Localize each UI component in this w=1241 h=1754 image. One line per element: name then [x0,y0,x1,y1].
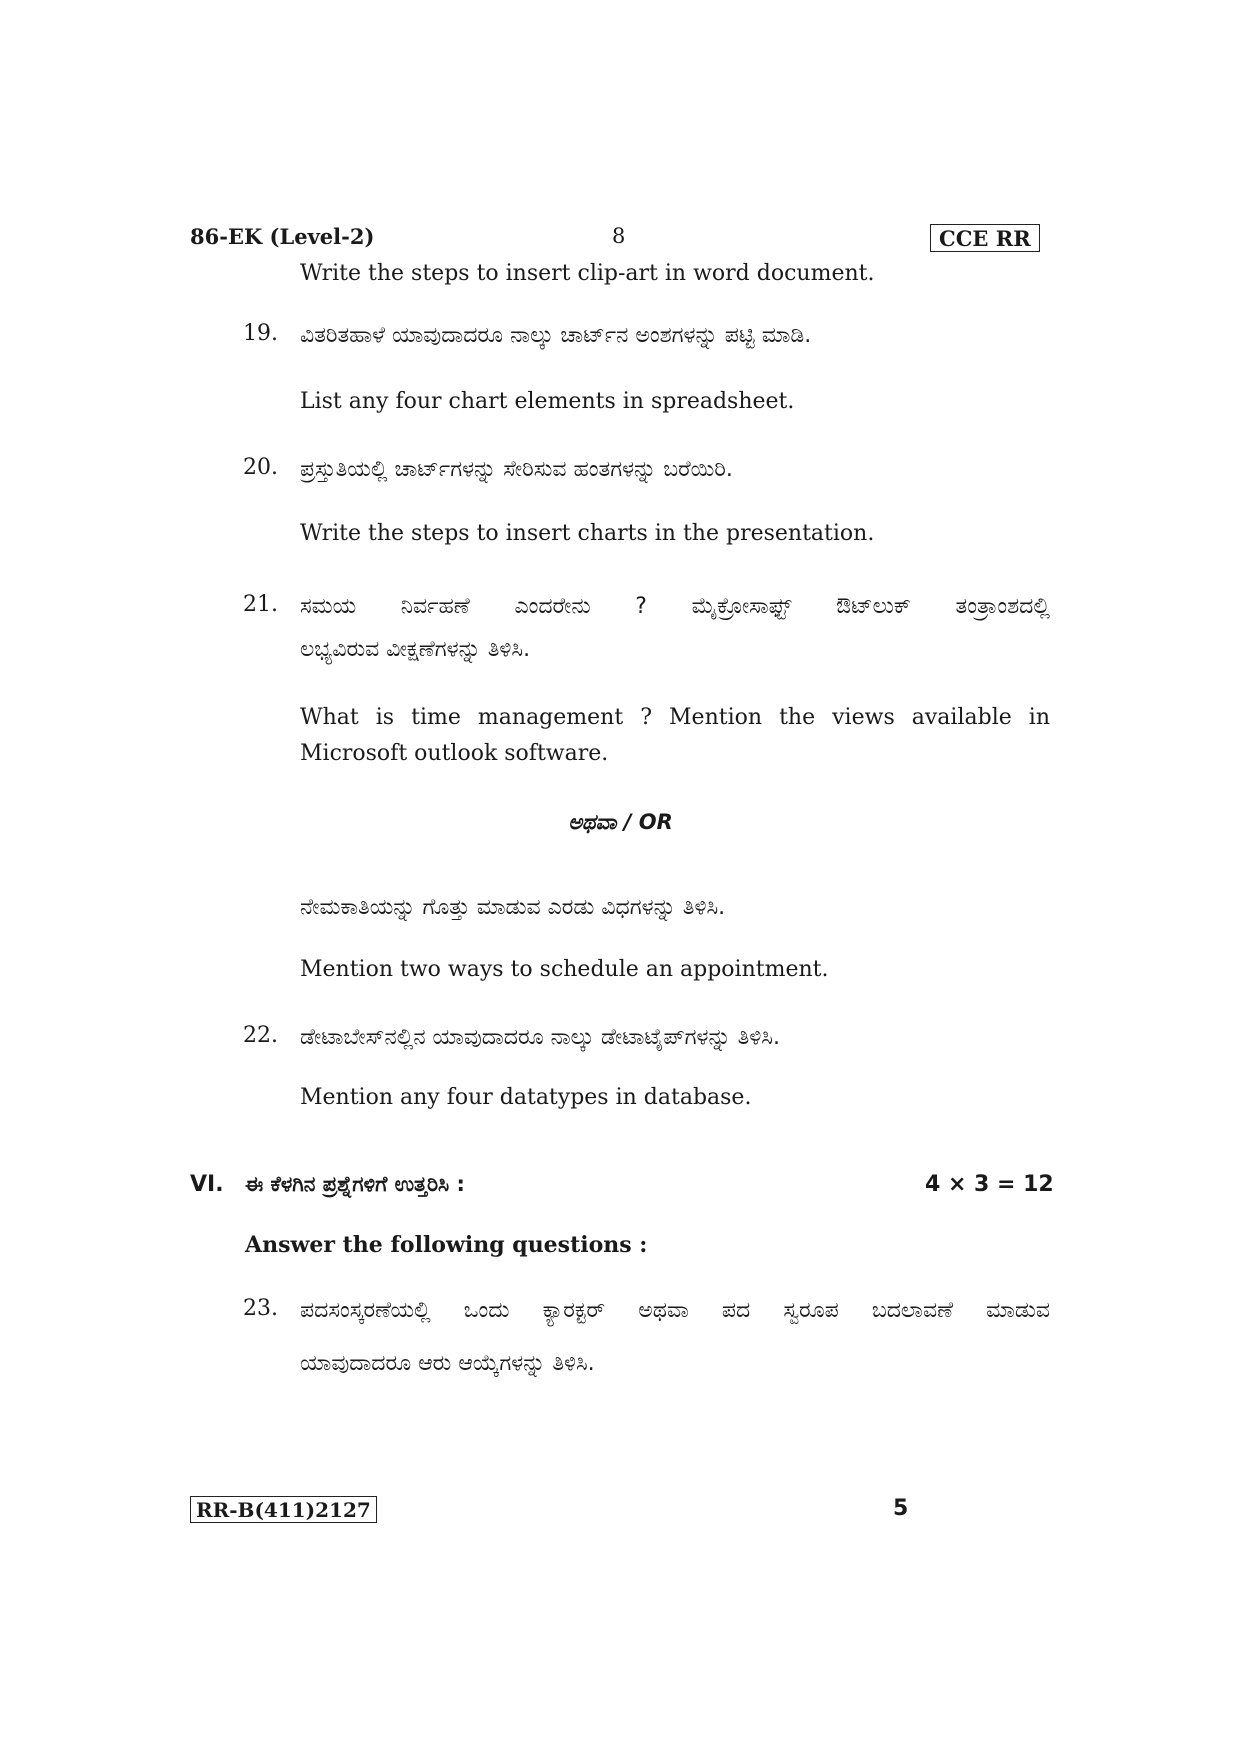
page-number: 8 [612,224,626,248]
or-separator: ಅಥವಾ / OR [568,810,673,834]
question-english-line2: Microsoft outlook software. [300,741,609,766]
section-marks: 4 × 3 = 12 [925,1172,1054,1197]
question-kannada-line1: ಪದಸಂಸ್ಕರಣೆಯಲ್ಲಿ ಒಂದು ಕ್ಯಾರಕ್ಟರ್ ಅಥವಾ ಪದ ಸ್ವರೂಪ ಬದಲಾವಣೆ ಮಾಡುವ [300,1298,1050,1323]
question-kannada-line2: ಯಾವುದಾದರೂ ಆರು ಆಯ್ಕೆಗಳನ್ನು ತಿಳಿಸಿ. [300,1351,595,1376]
question-english: List any four chart elements in spreadsheet. [300,389,795,414]
carry-over-text: Write the steps to insert clip-art in word document. [300,261,875,286]
footer-page-number: 5 [893,1496,909,1521]
question-number: 21. [243,592,278,617]
section-number: VI. [190,1172,224,1197]
question-kannada: ಡೇಟಾಬೇಸ್‌ನಲ್ಲಿನ ಯಾವುದಾದರೂ ನಾಲ್ಕು ಡೇಟಾಟೈಪ್‌ಗಳನ್ನು ತಿಳಿಸಿ. [300,1025,780,1050]
question-kannada: ವಿತರಿತಹಾಳೆ ಯಾವುದಾದರೂ ನಾಲ್ಕು ಚಾರ್ಟ್‌ನ ಅಂಶಗಳನ್ನು ಪಟ್ಟಿ ಮಾಡಿ. [300,323,812,348]
question-english-line1: What is time management ? Mention the views available in [300,705,1050,730]
paper-code: 86-EK (Level-2) [190,224,375,249]
question-number: 22. [243,1023,278,1048]
question-english: Write the steps to insert charts in the presentation. [300,521,875,546]
question-english: Mention any four datatypes in database. [300,1085,752,1110]
question-kannada-line1: ಸಮಯ ನಿರ್ವಹಣೆ ಎಂದರೇನು ? ಮೈಕ್ರೋಸಾಫ್ಟ್ ಔಟ್‌ಲುಕ್ ತಂತ್ರಾಂಶದಲ್ಲಿ [300,594,1050,619]
section-heading-english: Answer the following questions : [245,1232,648,1258]
alternative-kannada: ನೇಮಕಾತಿಯನ್ನು ಗೊತ್ತು ಮಾಡುವ ಎರಡು ವಿಧಗಳನ್ನು ತಿಳಿಸಿ. [300,895,726,920]
question-kannada-line2: ಲಭ್ಯವಿರುವ ವೀಕ್ಷಣೆಗಳನ್ನು ತಿಳಿಸಿ. [300,637,531,662]
question-kannada: ಪ್ರಸ್ತುತಿಯಲ್ಲಿ ಚಾರ್ಟ್‌ಗಳನ್ನು ಸೇರಿಸುವ ಹಂತಗಳನ್ನು ಬರೆಯಿರಿ. [300,457,733,482]
question-number: 20. [243,455,278,480]
alternative-english: Mention two ways to schedule an appointment. [300,957,829,982]
footer-code-box: RR-B(411)2127 [190,1496,377,1523]
question-number: 23. [243,1296,278,1321]
section-heading-kannada: ಈ ಕೆಳಗಿನ ಪ್ರಶ್ನೆಗಳಿಗೆ ಉತ್ತರಿಸಿ : [245,1172,465,1196]
question-number: 19. [243,321,278,346]
series-box: CCE RR [930,224,1040,252]
